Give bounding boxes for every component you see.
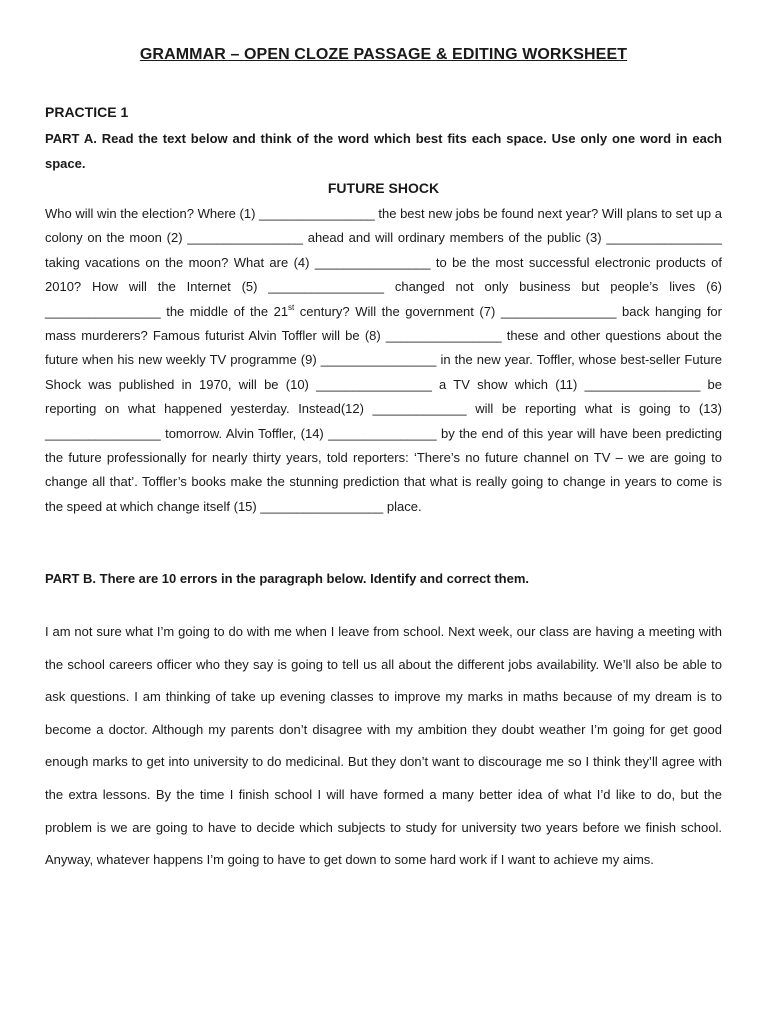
worksheet-title: GRAMMAR – OPEN CLOZE PASSAGE & EDITING WORKSHEET [139,46,628,63]
ordinal-superscript: st [288,302,295,312]
part-a-passage [45,202,722,519]
practice-label: PRACTICE 1 [45,104,129,120]
part-b-passage: I am not sure what I’m going to do with me when I leave from school. Next week, our class are having a meeting with the school careers officer who they say is going to tell us all about the different jobs availability. We’ll also be able to ask questions. I am thinking of take up evening classes to improve my marks in maths because of my dream is to become a doctor. Although my parents don’t disagree with my ambition they doubt weather I’m going for get good enough marks to get into university to do medicinal. But they don’t want to discourage me so I think they’ll agree with the extra lessons. By the time I finish school I will have formed a many better idea of what I’d like to do, but the problem is we are going to have to decide which subjects to study for university two years before we finish school. Anyway, whatever happens I’m going to have to get down to some hard work if I want to achieve my aims. [45,624,722,868]
part-b-instructions: PART B. There are 10 errors in the paragraph below. Identify and correct them. [45,571,530,586]
part-a-passage-text: Who will win the election? Where (1) ________________ the best new jobs be found next year? Will plans to set up a colony on the moon (2) ________________ ahead and will ordinary members of the public (3) ________________ taking vacations on the moon? What are (4) ________________ to be the most successful electronic products of 2010? How will the Internet (5) ________________ changed not only business but people’s lives (6) ________________ the middle of the 21 [45,206,722,319]
part-a-instructions: PART A. Read the text below and think of the word which best fits each space. Use only one word in each space. [45,131,722,171]
story-title: FUTURE SHOCK [327,180,440,196]
part-a-passage-text-cont: century? Will the government (7) ________________ back hanging for mass murderers? Famous futurist Alvin Toffler will be (8) ________________ these and other questions about the future when his new weekly TV programme (9) ________________ in the new year. Toffler, whose best-seller Future Shock was published in 1970, will be (10) ________________ a TV show which (11) ________________ be reporting on what happened yesterday. Instead(12) _____________ will be reporting what is going to (13) ________________ tomorrow. Alvin Toffler, (14) _______________ by the end of this year will have been predicting the future professionally for nearly thirty years, told reporters: ‘There’s no future channel on TV – we are going to change all that’. Toffler’s books make the stunning prediction that what is really going to change in years to come is the speed at which change itself (15) _________________ place. [45,303,722,514]
